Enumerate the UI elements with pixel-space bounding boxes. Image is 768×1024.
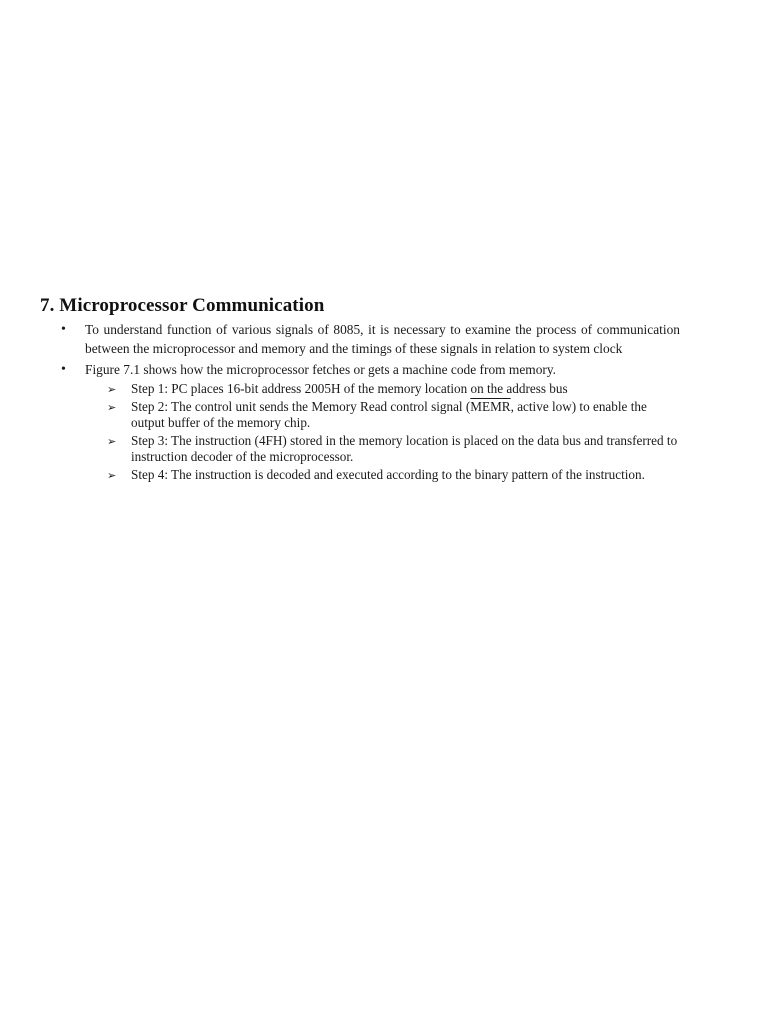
step-text-before: Step 2: The control unit sends the Memory Read control signal ( [131, 398, 471, 414]
step-item-3 [85, 433, 680, 466]
bullet-text: To understand function of various signals of 8085, it is necessary to examine the process of communication between the microprocessor and memory and the timings of these signals in relation to system clock [85, 322, 680, 356]
bullet-item-figure [40, 360, 680, 379]
arrow-right-icon: ➢ [107, 434, 117, 448]
step-item-4 [85, 467, 680, 484]
step-text [131, 399, 680, 432]
bullet-list [40, 320, 680, 379]
bullet-text: Figure 7.1 shows how the microprocessor fetches or gets a machine code from memory. [85, 362, 557, 377]
step-text: Step 1: PC places 16-bit address 2005H of the memory location on the address bus [131, 381, 568, 396]
bullet-icon: • [61, 362, 66, 377]
step-text-after: , active low) to enable the output buffer of the memory chip. [131, 398, 647, 430]
memr-signal: MEMR [470, 398, 511, 414]
arrow-right-icon: ➢ [107, 383, 117, 396]
arrow-right-icon: ➢ [107, 468, 117, 482]
step-item-2 [85, 399, 680, 432]
arrow-right-icon: ➢ [107, 400, 117, 414]
section-title: 7. Microprocessor Communication [40, 295, 325, 316]
bullet-icon: • [61, 322, 66, 337]
section-microprocessor-communication [40, 294, 680, 484]
step-text: Step 4: The instruction is decoded and executed according to the binary pattern of the instruction. [131, 466, 645, 482]
bullet-item-signals [40, 320, 680, 358]
step-list [40, 381, 680, 483]
step-item-1 [85, 381, 680, 398]
step-text: Step 3: The instruction (4FH) stored in the memory location is placed on the data bus and transferred to instruction decoder of the microprocessor. [131, 432, 678, 464]
